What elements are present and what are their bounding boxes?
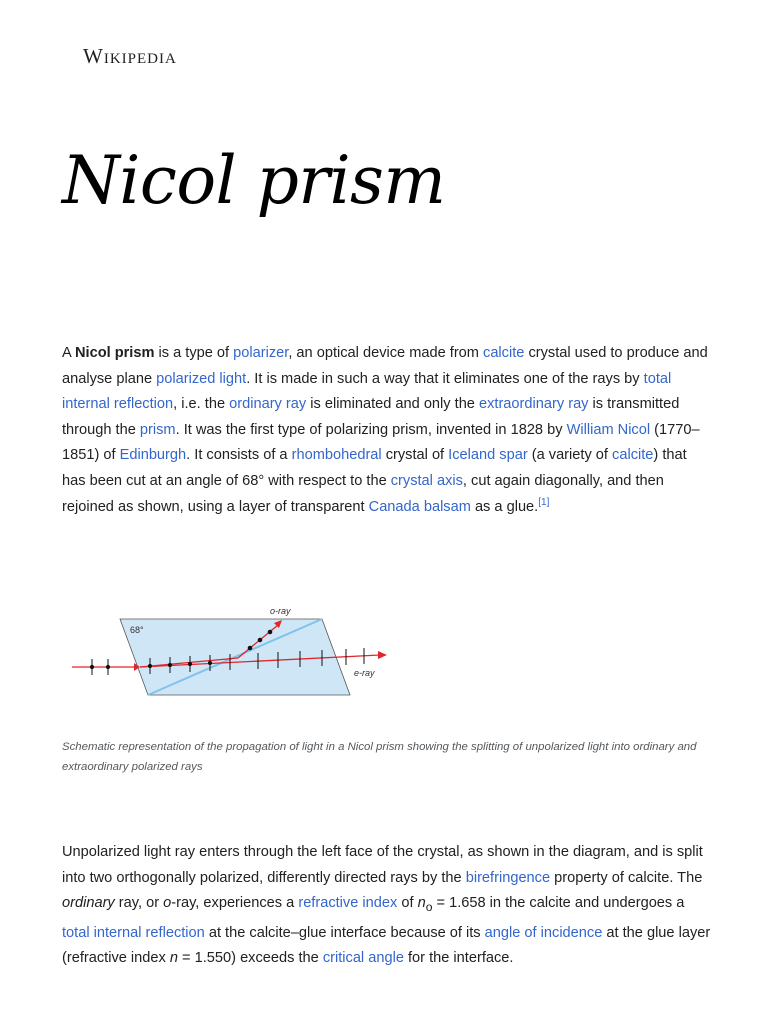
- text: , cut again diagonally, and then rejoined as shown, using a layer of transparent: [62, 472, 664, 515]
- nicol-prism-diagram[interactable]: [62, 598, 402, 698]
- link-total-internal-reflection-2[interactable]: total internal reflection: [62, 924, 205, 941]
- subscript-o: o: [425, 900, 433, 915]
- text: for the interface.: [403, 950, 514, 967]
- text: = 1.658 in the calcite and undergoes a: [432, 895, 685, 912]
- figure-caption: Schematic representation of the propagation of light in a Nicol prism showing the splitting of unpolarized light into ordinary and extraordinary polarized rays: [62, 741, 697, 773]
- angle-label: 68°: [130, 625, 144, 635]
- link-extraordinary-ray[interactable]: extraordinary ray: [478, 396, 589, 413]
- text: . It was the first type of polarizing prism, invented in 1828 by: [175, 421, 567, 438]
- text: (a variety of: [527, 447, 613, 464]
- text: A: [62, 345, 75, 361]
- link-refractive-index[interactable]: refractive index: [298, 895, 398, 912]
- text: crystal of: [381, 447, 449, 464]
- link-angle-of-incidence[interactable]: angle of incidence: [484, 924, 603, 941]
- text: Unpolarized light ray enters through the left face of the crystal, as shown in the diagram, and is split into two orthogonally polarized, differently directed rays by the: [62, 844, 703, 886]
- text: , i.e. the: [173, 396, 230, 413]
- reference-link[interactable]: [1]: [538, 496, 550, 508]
- italic-o: o: [163, 895, 172, 912]
- italic-n-2: n: [169, 950, 178, 967]
- text: as a glue.: [470, 498, 539, 515]
- link-edinburgh[interactable]: Edinburgh: [119, 447, 187, 464]
- link-calcite[interactable]: calcite: [483, 345, 525, 361]
- o-ray-label: o-ray: [270, 606, 291, 616]
- text: is transmitted through the: [62, 396, 680, 438]
- link-birefringence[interactable]: birefringence: [465, 869, 551, 886]
- text: -ray, experiences a: [171, 895, 299, 912]
- link-critical-angle[interactable]: critical angle: [322, 950, 404, 967]
- text: , an optical device made from: [288, 345, 484, 361]
- link-calcite-2[interactable]: calcite: [612, 447, 654, 464]
- text: at the glue layer (refractive index: [62, 924, 711, 967]
- page-title: Nicol prism: [62, 142, 446, 219]
- text: is eliminated and only the: [306, 396, 479, 413]
- text: ray, or: [114, 895, 164, 912]
- wikipedia-logo[interactable]: Wikipedia: [83, 44, 177, 68]
- link-william-nicol[interactable]: William Nicol: [566, 421, 651, 438]
- e-ray-label: e-ray: [354, 668, 375, 678]
- intro-paragraph: [62, 341, 712, 520]
- link-canada-balsam[interactable]: Canada balsam: [368, 498, 471, 515]
- link-polarized-light[interactable]: polarized light: [156, 370, 247, 387]
- text: (1770–1851) of: [62, 421, 700, 464]
- link-total-internal-reflection[interactable]: total internal reflection: [62, 370, 672, 413]
- bold-term: Nicol prism: [74, 345, 155, 361]
- link-rhombohedral[interactable]: rhombohedral: [291, 447, 382, 464]
- text: of: [397, 895, 418, 912]
- link-crystal-axis[interactable]: crystal axis: [390, 472, 463, 489]
- text: at the calcite–glue interface because of its: [204, 924, 485, 941]
- text: is a type of: [154, 345, 234, 361]
- link-polarizer[interactable]: polarizer: [233, 345, 289, 361]
- text: . It is made in such a way that it eliminates one of the rays by: [246, 370, 644, 387]
- text: property of calcite. The: [550, 869, 703, 886]
- text: = 1.550) exceeds the: [178, 950, 323, 967]
- body-paragraph: [62, 840, 712, 972]
- link-prism[interactable]: prism: [139, 421, 176, 438]
- text: . It consists of a: [186, 447, 292, 464]
- text: ) that has been cut at an angle of 68° with respect to the: [62, 447, 687, 489]
- link-ordinary-ray[interactable]: ordinary ray: [229, 396, 307, 413]
- italic-n: n: [417, 895, 426, 912]
- link-iceland-spar[interactable]: Iceland spar: [448, 447, 528, 464]
- e-ray-arrow: [378, 651, 387, 659]
- text: crystal used to produce and analyse plane: [62, 345, 708, 387]
- italic-ordinary: ordinary: [62, 895, 115, 912]
